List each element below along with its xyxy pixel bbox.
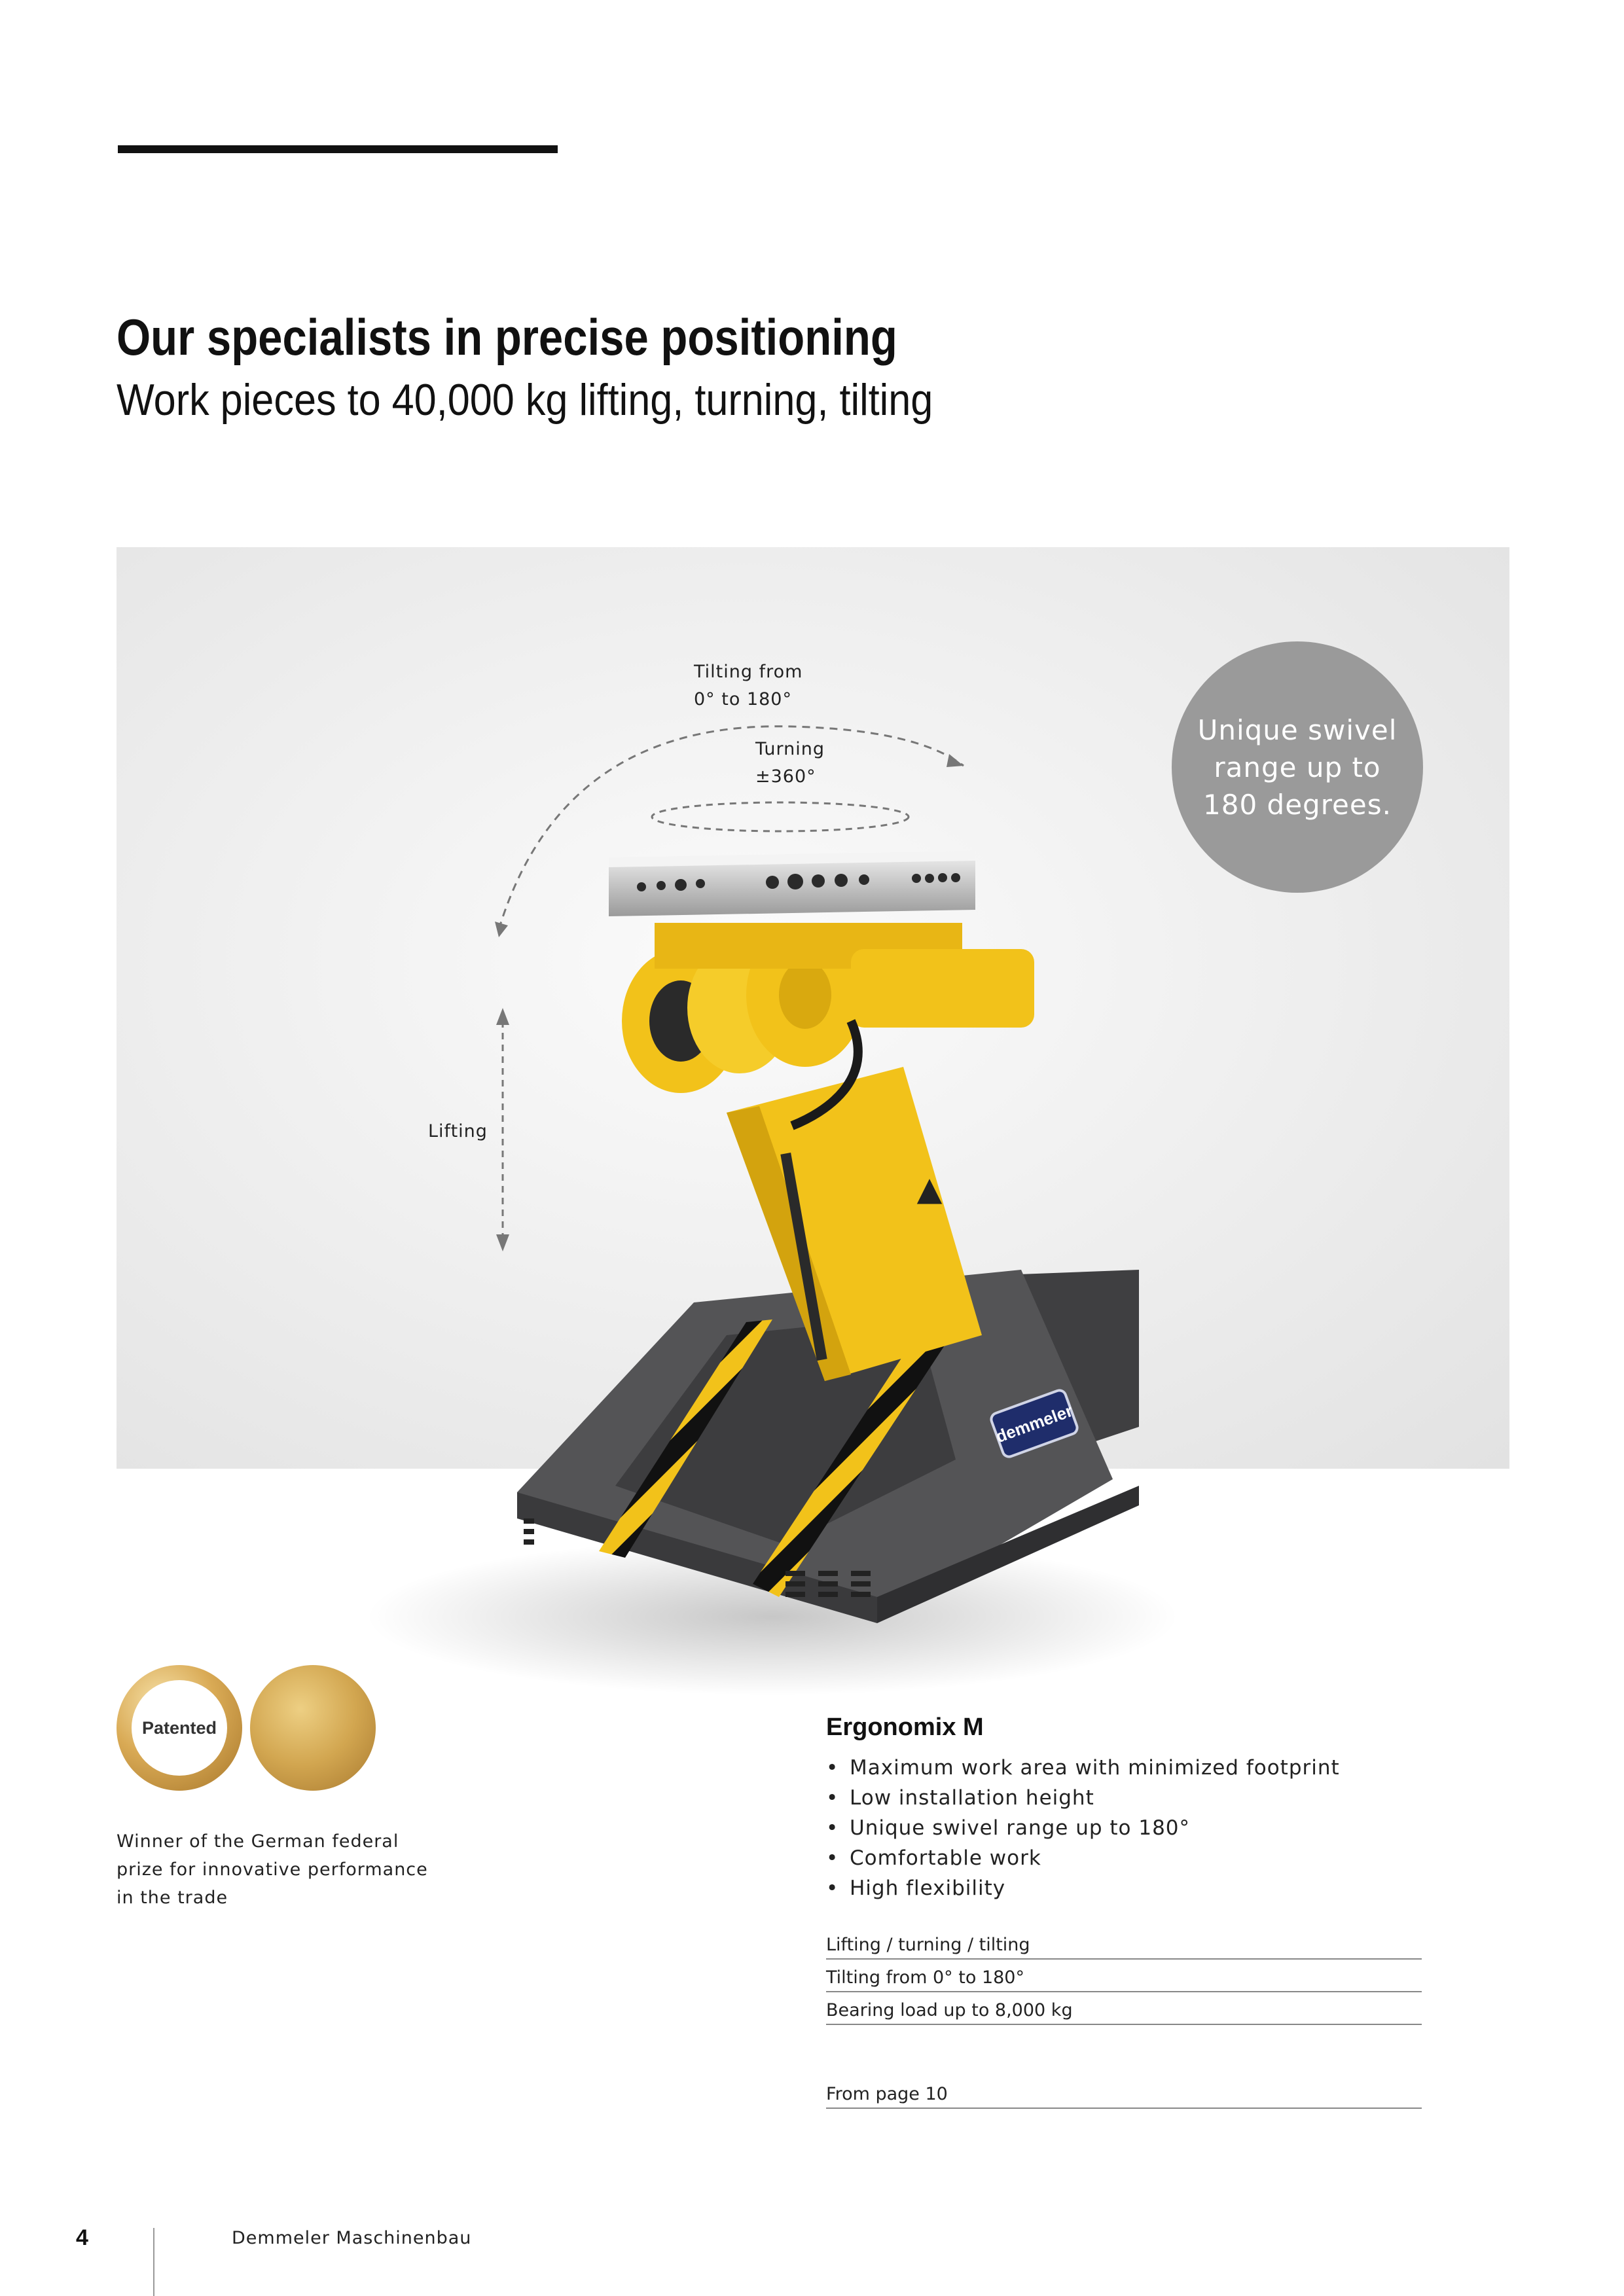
tilting-label: Tilting from 0° to 180° <box>694 662 803 709</box>
tilt-arrow-head-left <box>495 922 508 937</box>
patented-label: Patented <box>132 1680 227 1776</box>
turn-ellipse <box>652 802 909 831</box>
spec-row: Lifting / turning / tilting <box>826 1932 1422 1960</box>
footer-company: Demmeler Maschinenbau <box>232 2228 472 2248</box>
lift-arrow-up <box>496 1008 509 1025</box>
tilt-arrow-head-right <box>947 754 964 767</box>
feature-list <box>826 1753 1340 1903</box>
turning-label: Turning ±360° <box>755 739 825 787</box>
drive-motor <box>851 949 1034 1028</box>
feature-item: • Maximum work area with minimized footprint <box>826 1753 1340 1783</box>
page-title: Our specialists in precise positioning <box>117 308 897 366</box>
patented-seal <box>117 1665 242 1791</box>
feature-item: • High flexibility <box>826 1873 1340 1903</box>
product-name: Ergonomix M <box>826 1713 984 1741</box>
page-reference: From page 10 <box>826 2081 1422 2109</box>
spec-row: Tilting from 0° to 180° <box>826 1965 1422 1992</box>
lift-arrow-down <box>496 1234 509 1251</box>
svg-text:demmeler: demmeler <box>993 1400 1075 1447</box>
page-number: 4 <box>76 2225 88 2250</box>
prize-seal <box>250 1665 376 1791</box>
feature-item: • Unique swivel range up to 180° <box>826 1813 1340 1843</box>
lifting-label: Lifting <box>428 1121 488 1141</box>
swivel-range-badge-text: Unique swivel range up to 180 degrees. <box>1197 713 1398 821</box>
page-subtitle: Work pieces to 40,000 kg lifting, turning, tilting <box>117 375 933 425</box>
spec-row: Bearing load up to 8,000 kg <box>826 1998 1422 2025</box>
swivel-range-badge <box>1172 641 1423 893</box>
footer-divider <box>153 2228 154 2296</box>
award-description: Winner of the German federal prize for innovative performance in the trade <box>117 1831 428 1908</box>
feature-item: • Low installation height <box>826 1783 1340 1813</box>
feature-item: • Comfortable work <box>826 1843 1340 1873</box>
